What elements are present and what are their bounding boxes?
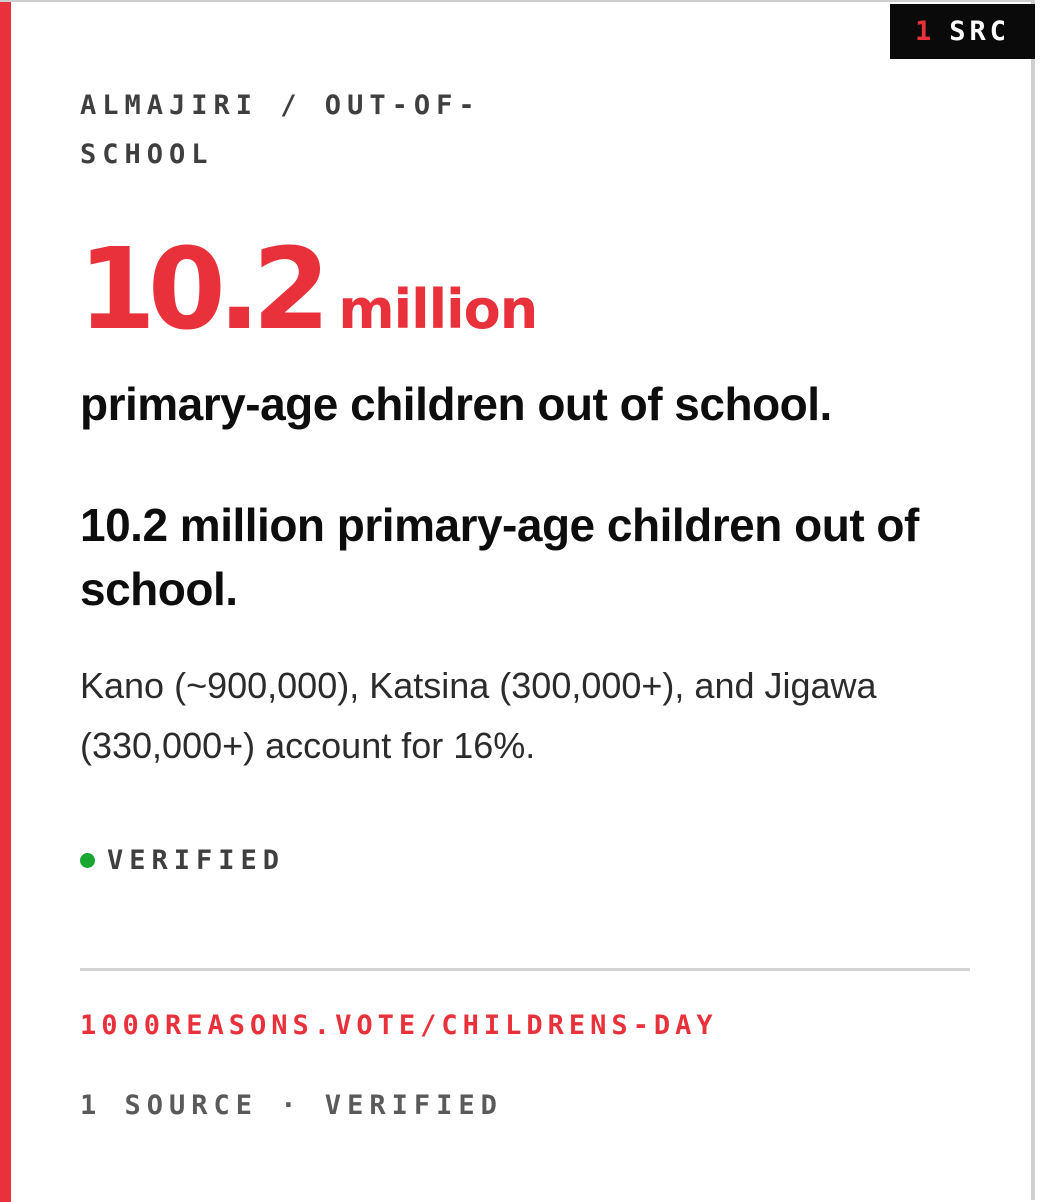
verified-status xyxy=(80,845,285,876)
status-label: VERIFIED xyxy=(107,845,286,876)
accent-bar xyxy=(0,2,11,1202)
stat-unit: million xyxy=(338,278,538,341)
stat-subtitle: primary-age children out of school. xyxy=(80,378,832,430)
source-count: 1 xyxy=(914,16,936,47)
category-label: ALMAJIRI / OUT-OF-SCHOOL xyxy=(80,90,481,170)
body-text: Kano (~900,000), Katsina (300,000+), and Jigawa (330,000+) account for 16%. xyxy=(80,665,877,766)
big-stat xyxy=(78,225,538,355)
stat-number: 10.2 xyxy=(78,225,323,355)
source-count-badge[interactable] xyxy=(890,4,1035,59)
headline: 10.2 million primary-age children out of school. xyxy=(80,499,919,615)
status-dot-icon xyxy=(80,853,95,868)
divider xyxy=(80,968,970,971)
source-footer: 1 SOURCE · VERIFIED xyxy=(80,1090,503,1121)
source-label: SRC xyxy=(949,16,1011,47)
campaign-link[interactable]: 1000REASONS.VOTE/CHILDRENS-DAY xyxy=(80,1010,718,1041)
